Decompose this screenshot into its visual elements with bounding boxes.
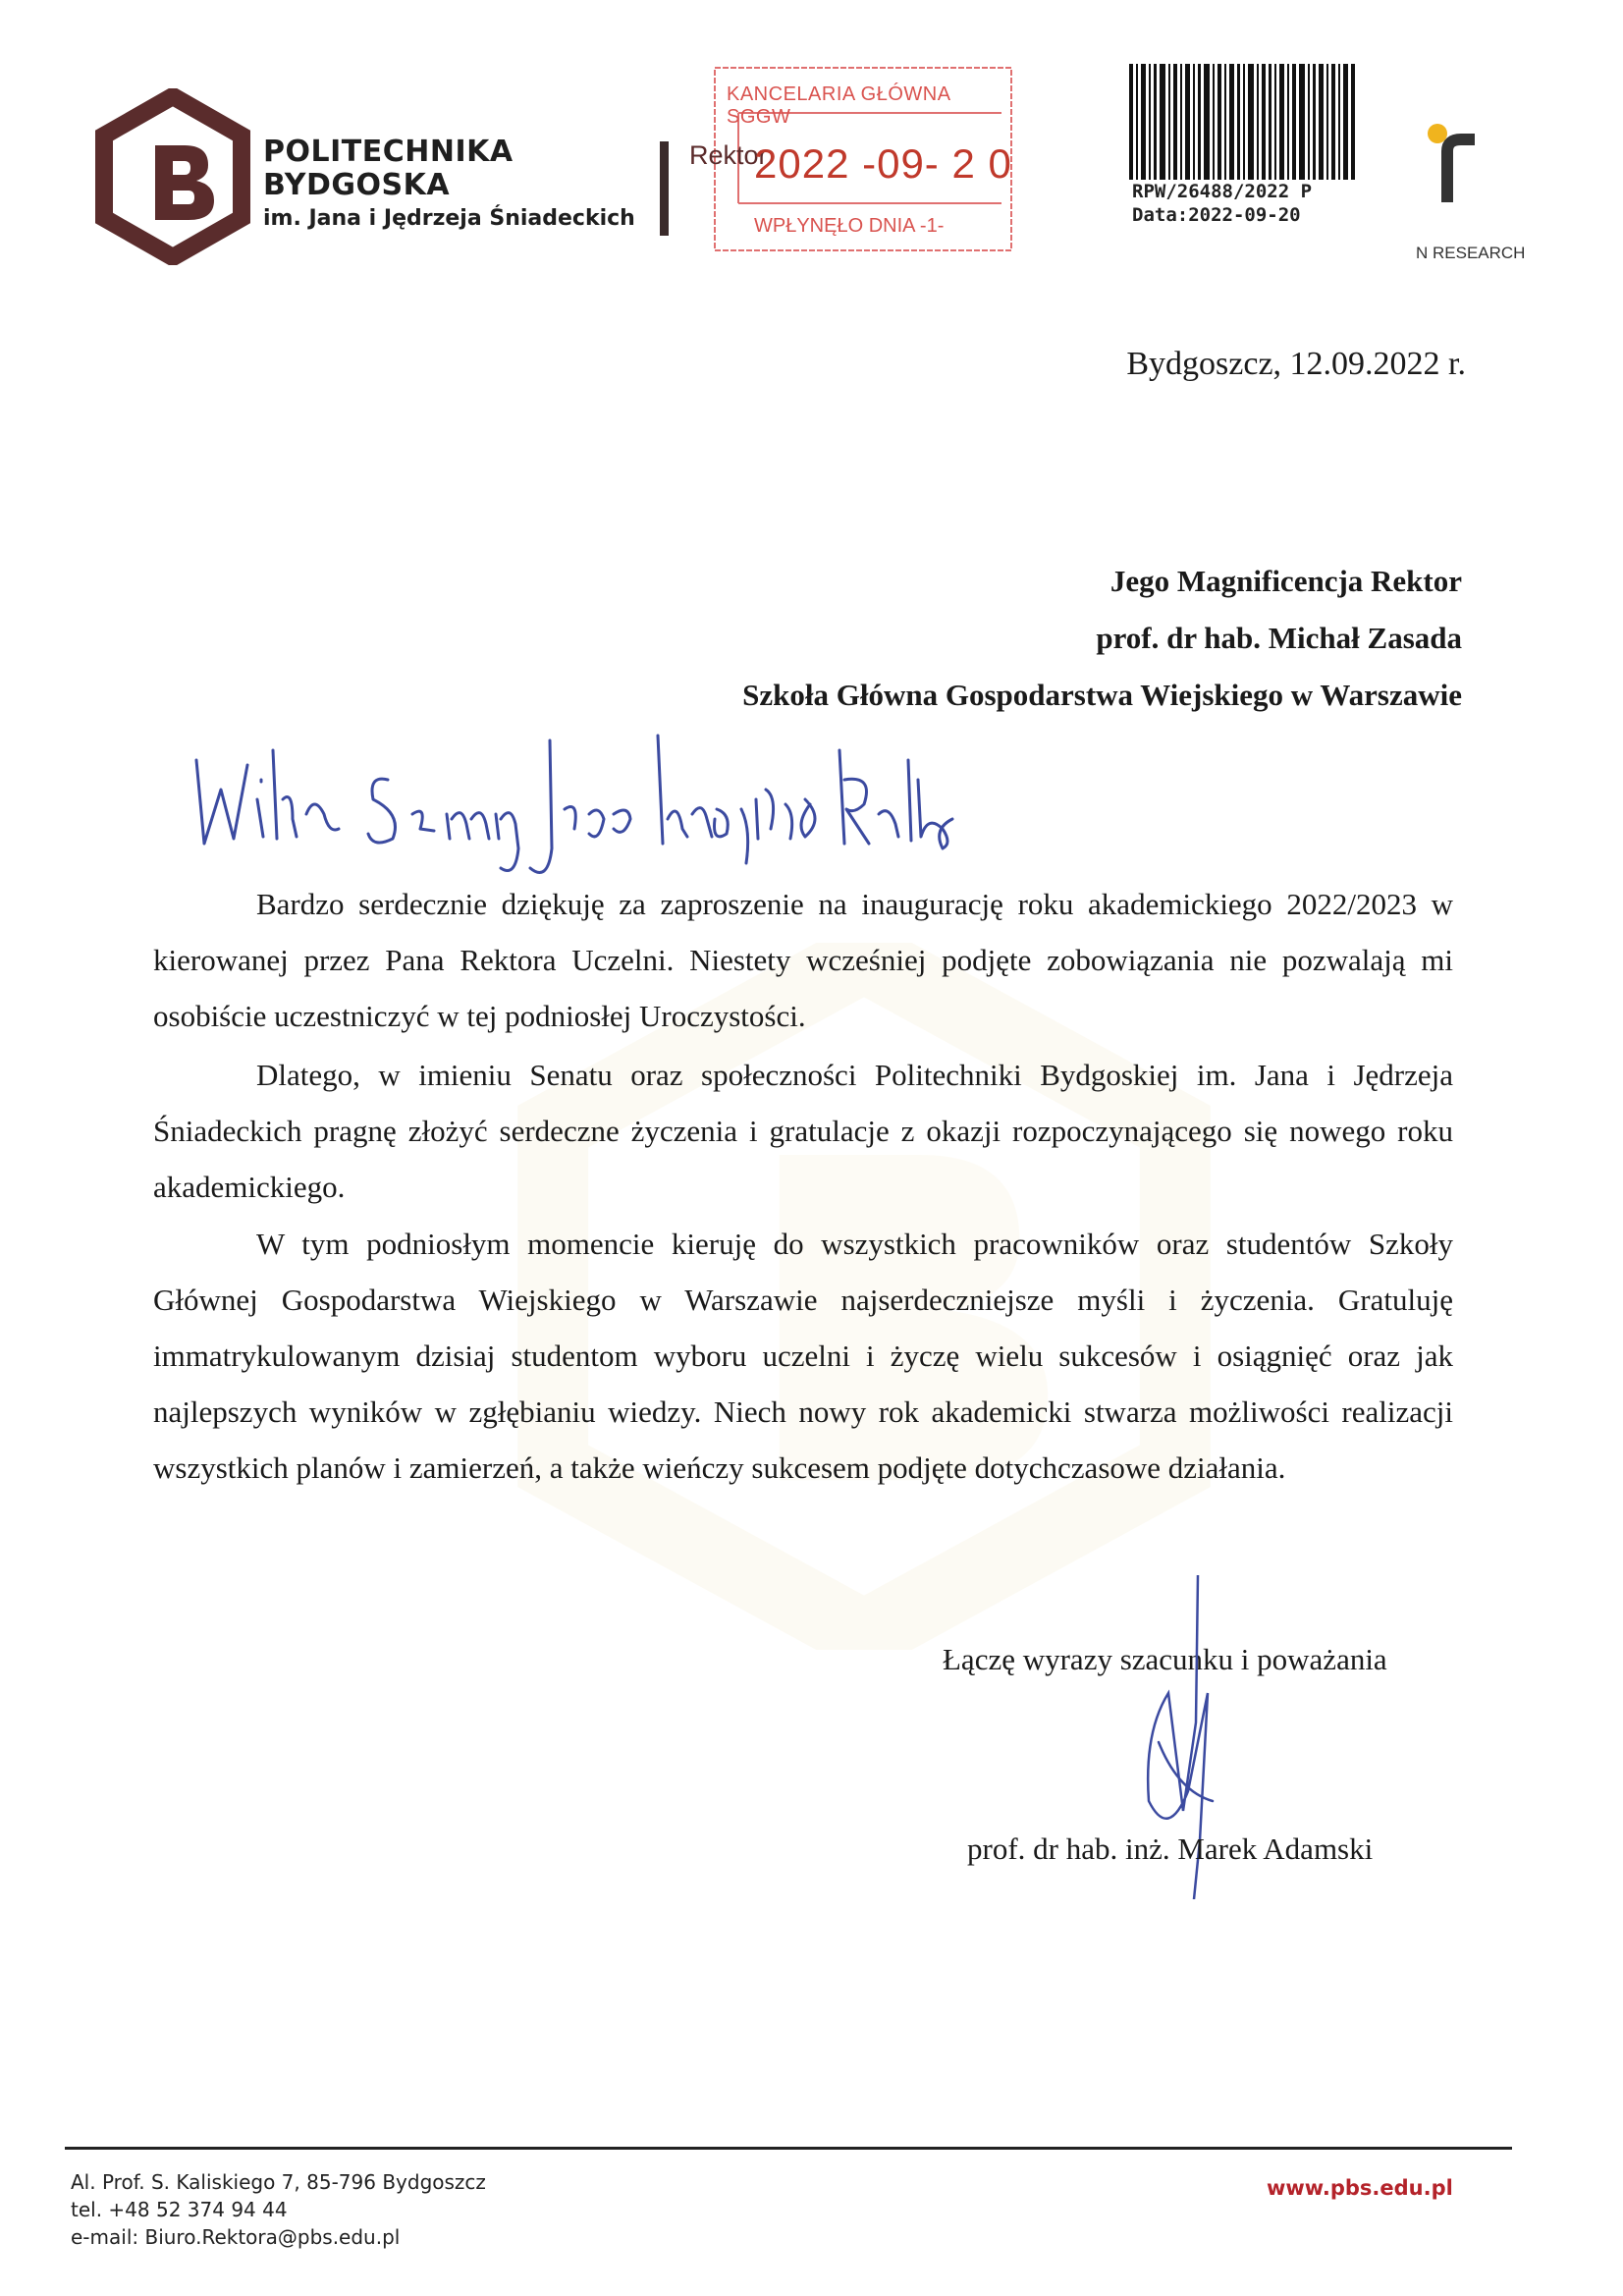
letter-paragraph-1 [153,876,1453,1044]
header-divider [660,141,669,236]
recipient-institution: Szkoła Główna Gospodarstwa Wiejskiego w Warszawie [742,678,1462,712]
recipient-title: Jego Magnificencja Rektor [1109,564,1462,598]
university-name [263,136,635,236]
registry-stamp [689,64,1019,256]
stamp-received: WPŁYNĘŁO DNIA -1- [754,215,945,237]
stamp-title: KANCELARIA GŁÓWNA SGGW [727,83,950,128]
paragraph-2-text: Dlatego, w imieniu Senatu oraz społeczności Politechniki Bydgoskiej im. Jana i Jędrzeja Śniadeckich pragnę złożyć serdeczne życzenia i gratulacje z okazji rozpoczynającego się nowego roku akademickiego. [153,1058,1453,1204]
university-logo-icon [94,88,251,265]
stamp-date: 2022 -09- 2 0 [754,140,1012,187]
registry-date: Data:2022-09-20 [1132,204,1301,226]
university-name-line1: POLITECHNIKA [263,135,514,169]
footer-address: Al. Prof. S. Kaliskiego 7, 85-796 Bydgoszcz [71,2170,486,2194]
letter-paragraph-2 [153,1047,1453,1215]
paragraph-3-text: W tym podniosłym momencie kieruję do wszystkich pracowników oraz studentów Szkoły Głównej Gospodarstwa Wiejskiego w Warszawie najserdeczniejsze myśli i życzenia. Gratuluję immatrykulowanym dzisiaj studentom wyboru uczelni i życzę wielu sukcesów i osiągnięć oraz jak najlepszych wyników w zgłębianiu wiedzy. Niech nowy rok akademicki stwarza możliwości realizacji wszystkich planów i zamierzeń, a także wieńczy sukcesem podjęte dotychczasowe działania. [153,1227,1453,1485]
footer-email: e-mail: Biuro.Rektora@pbs.edu.pl [71,2225,401,2249]
footer-website: www.pbs.edu.pl [1267,2176,1453,2200]
recipient-name: prof. dr hab. Michał Zasada [1096,621,1462,655]
barcode-icon [1129,64,1355,180]
stamp-rektor: Rektor [689,140,768,170]
footer-phone: tel. +48 52 374 94 44 [71,2198,288,2221]
letter-paragraph-3 [153,1216,1453,1496]
handwritten-salutation [177,721,1159,888]
paragraph-1-text: Bardzo serdecznie dziękuję za zaproszenie na inaugurację roku akademickiego 2022/2023 w kierowanej przez Pana Rektora Uczelni. Niestety wcześniej podjęte zobowiązania nie pozwalają mi osobiście uczestniczyć w tej podniosłej Uroczystości. [153,887,1453,1033]
footer-contact [71,2168,486,2251]
university-patron: im. Jana i Jędrzeja Śniadeckich [263,206,635,231]
registry-number: RPW/26488/2022 P [1132,181,1313,202]
research-label: N RESEARCH [1416,244,1526,262]
research-logo-icon [1426,122,1481,206]
signer-name: prof. dr hab. inż. Marek Adamski [967,1831,1374,1866]
place-and-date: Bydgoszcz, 12.09.2022 r. [1126,346,1466,382]
closing-phrase: Łączę wyrazy szacunku i poważania [943,1642,1387,1676]
footer-divider [65,2147,1512,2150]
university-name-line2: BYDGOSKA [263,168,451,202]
